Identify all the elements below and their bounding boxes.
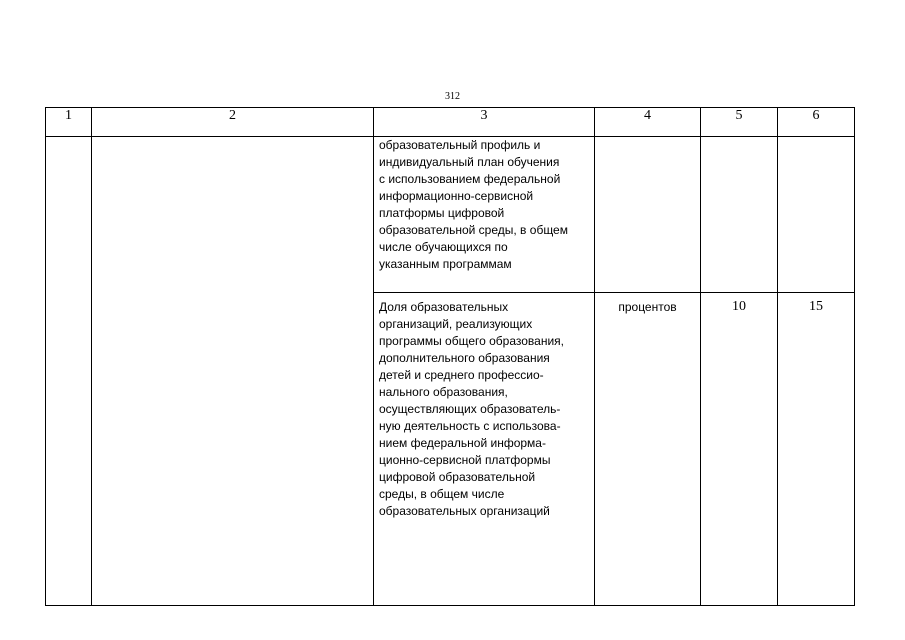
column-header-6: 6: [778, 108, 855, 137]
unit-cell: процентов: [595, 293, 701, 606]
value-col-5: [701, 137, 778, 293]
column-header-5: 5: [701, 108, 778, 137]
column-header-2: 2: [92, 108, 374, 137]
indicator-text: образовательный профиль и индивидуальный план обучения с использованием федеральной информационно-сервисной платформы цифровой образовательной среды, в общем числе обучающихся по указанным программам: [374, 137, 595, 293]
page-number: 312: [445, 91, 460, 102]
column-header-1: 1: [46, 108, 92, 137]
value-col-5: 10: [701, 293, 778, 606]
indicator-text: Доля образовательных организаций, реализующих программы общего образования, дополнительного образования детей и среднего профессио- нального образования, осуществляющих образователь- ную деятельность с использова- нием федеральной информа- ционно-сервисной платформы цифровой образовательной среды, в общем числе образовательных организаций: [374, 293, 595, 606]
unit-cell: [595, 137, 701, 293]
cell-col-2: [92, 137, 374, 606]
column-header-3: 3: [374, 108, 595, 137]
value-col-6: [778, 137, 855, 293]
header-row: [46, 108, 855, 137]
indicators-table: [45, 107, 855, 606]
table-row: [46, 137, 855, 293]
column-header-4: 4: [595, 108, 701, 137]
value-col-6: 15: [778, 293, 855, 606]
cell-col-1: [46, 137, 92, 606]
